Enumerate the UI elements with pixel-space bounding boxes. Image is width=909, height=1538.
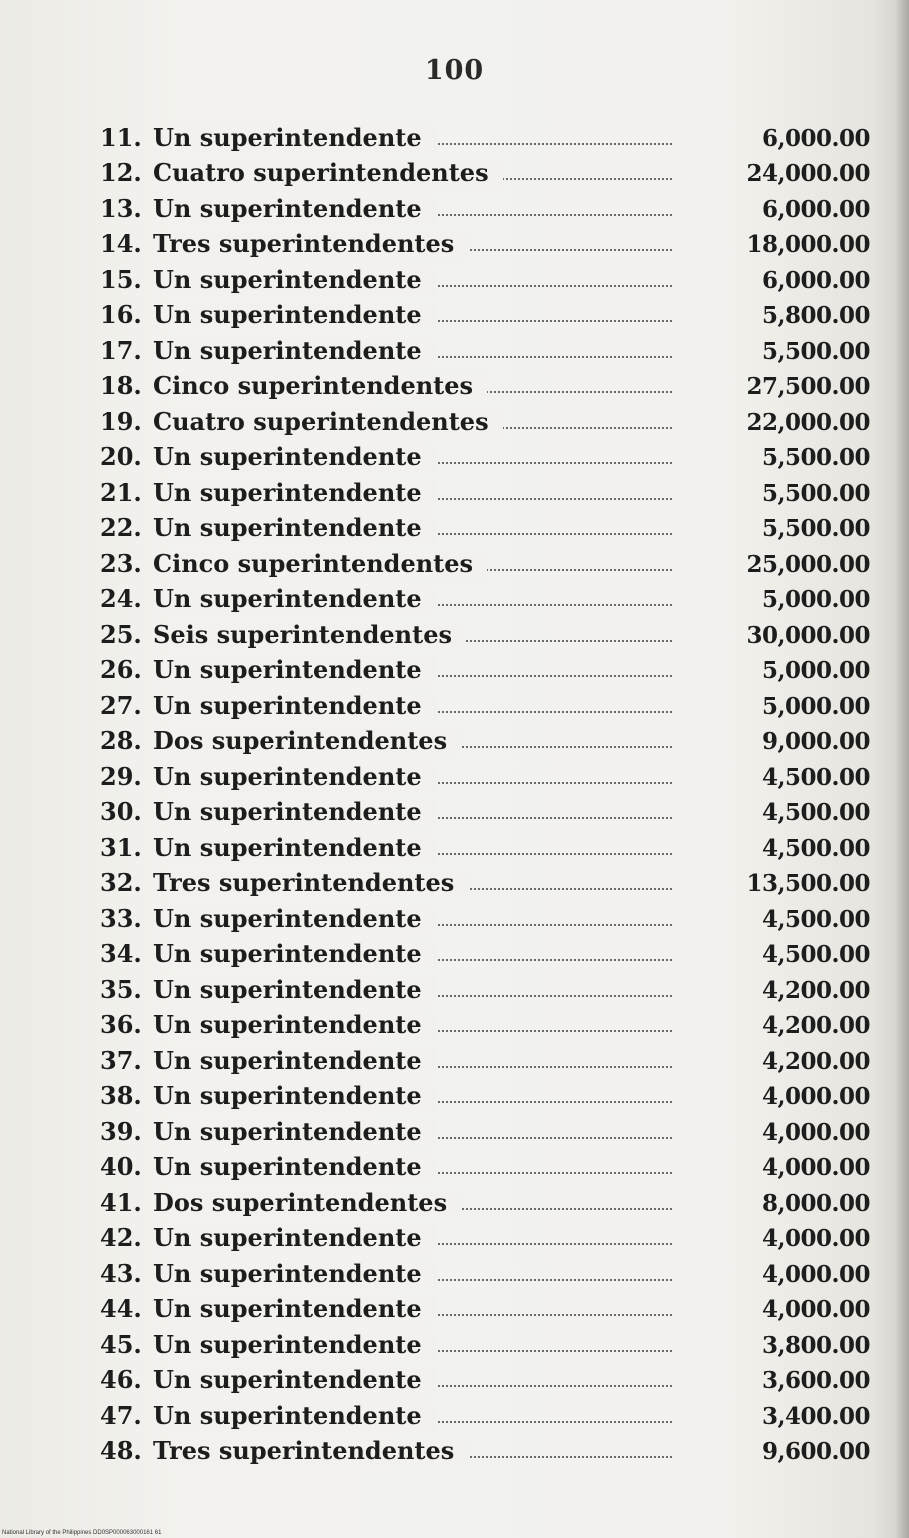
item-amount: 5,800.00 [761, 302, 870, 329]
list-item [100, 1006, 870, 1042]
list-item [100, 580, 870, 616]
item-description: Un superintendente [153, 939, 422, 968]
list-item [100, 1041, 870, 1077]
item-description: Dos superintendentes [153, 1187, 448, 1217]
item-amount: 4,000.00 [761, 1260, 870, 1288]
item-number: 30. [100, 797, 142, 826]
item-description: Un superintendente [153, 584, 422, 613]
item-amount: 4,500.00 [761, 834, 870, 862]
item-amount: 4,200.00 [761, 1012, 870, 1039]
item-number: 37. [100, 1045, 142, 1075]
item-number: 27. [100, 690, 142, 720]
appropriation-list [100, 118, 870, 1467]
item-amount: 4,000.00 [761, 1225, 870, 1252]
list-item [100, 1148, 870, 1184]
item-number: 14. [100, 229, 142, 258]
item-amount: 9,000.00 [761, 728, 870, 755]
item-number: 38. [100, 1081, 142, 1110]
item-description: Un superintendente [153, 974, 422, 1004]
item-number: 35. [100, 974, 142, 1004]
item-number: 34. [100, 939, 142, 968]
list-item [100, 757, 870, 793]
item-amount: 6,000.00 [761, 124, 870, 152]
item-amount: 4,500.00 [761, 799, 870, 826]
item-number: 32. [100, 868, 142, 897]
item-number: 45. [100, 1329, 142, 1359]
list-item [100, 1254, 870, 1290]
list-item [100, 722, 870, 758]
item-amount: 4,500.00 [761, 763, 870, 791]
list-item [100, 1112, 870, 1148]
item-number: 26. [100, 655, 142, 684]
item-description: Un superintendente [153, 1329, 422, 1359]
list-item [100, 402, 870, 438]
item-description: Un superintendente [153, 442, 422, 471]
page-number: 100 [424, 55, 485, 86]
item-description: Un superintendente [153, 300, 422, 329]
list-item [100, 1325, 870, 1361]
item-description: Un superintendente [153, 1081, 422, 1110]
item-description: Cinco superintendentes [153, 548, 474, 578]
item-description: Un superintendente [153, 690, 422, 720]
item-amount: 3,400.00 [761, 1402, 870, 1430]
item-number: 25. [100, 619, 142, 649]
list-item [100, 260, 870, 296]
list-item [100, 793, 870, 829]
list-item [100, 154, 870, 190]
item-number: 21. [100, 477, 142, 507]
item-description: Un superintendente [153, 335, 422, 365]
item-description: Un superintendente [153, 832, 422, 862]
item-number: 29. [100, 761, 142, 791]
item-number: 42. [100, 1223, 142, 1252]
item-amount: 4,000.00 [761, 1083, 870, 1110]
item-description: Un superintendente [153, 655, 422, 684]
item-number: 39. [100, 1116, 142, 1146]
list-item [100, 1183, 870, 1219]
list-item [100, 296, 870, 332]
list-item [100, 970, 870, 1006]
item-number: 31. [100, 832, 142, 862]
item-amount: 4,000.00 [761, 1154, 870, 1181]
item-amount: 5,000.00 [761, 586, 870, 613]
item-amount: 5,000.00 [761, 692, 870, 720]
item-amount: 4,200.00 [761, 976, 870, 1004]
list-item [100, 1290, 870, 1326]
list-item [100, 438, 870, 474]
item-amount: 3,800.00 [761, 1331, 870, 1359]
list-item [100, 118, 870, 154]
list-item [100, 189, 870, 225]
item-amount: 5,500.00 [761, 515, 870, 542]
item-description: Seis superintendentes [153, 619, 452, 649]
item-amount: 5,000.00 [761, 657, 870, 684]
item-description: Un superintendente [153, 1400, 422, 1430]
item-description: Un superintendente [153, 1365, 422, 1394]
item-amount: 4,200.00 [761, 1047, 870, 1075]
item-description: Cuatro superintendentes [153, 406, 489, 436]
item-description: Un superintendente [153, 513, 422, 542]
item-amount: 22,000.00 [746, 408, 870, 436]
item-description: Un superintendente [153, 1045, 422, 1075]
item-description: Tres superintendentes [153, 1436, 455, 1465]
list-item [100, 1219, 870, 1255]
item-amount: 24,000.00 [746, 160, 870, 187]
list-item [100, 864, 870, 900]
item-number: 41. [100, 1187, 142, 1217]
list-item [100, 828, 870, 864]
item-amount: 6,000.00 [761, 195, 870, 223]
list-item [100, 1432, 870, 1468]
item-description: Un superintendente [153, 477, 422, 507]
list-item [100, 544, 870, 580]
item-description: Un superintendente [153, 193, 422, 223]
item-description: Un superintendente [153, 264, 422, 294]
item-number: 33. [100, 903, 142, 933]
item-amount: 5,500.00 [761, 479, 870, 507]
list-item [100, 225, 870, 261]
item-number: 28. [100, 726, 142, 755]
item-description: Un superintendente [153, 761, 422, 791]
item-description: Dos superintendentes [153, 726, 448, 755]
item-number: 44. [100, 1294, 142, 1323]
item-amount: 18,000.00 [746, 231, 870, 258]
item-description: Un superintendente [153, 797, 422, 826]
item-description: Un superintendente [153, 1294, 422, 1323]
item-number: 13. [100, 193, 142, 223]
item-number: 20. [100, 442, 142, 471]
list-item [100, 615, 870, 651]
list-item [100, 899, 870, 935]
item-description: Un superintendente [153, 122, 422, 152]
item-number: 48. [100, 1436, 142, 1465]
item-amount: 4,500.00 [761, 941, 870, 968]
list-item [100, 509, 870, 545]
item-number: 12. [100, 158, 142, 187]
item-number: 23. [100, 548, 142, 578]
item-amount: 25,000.00 [746, 550, 870, 578]
item-amount: 27,500.00 [746, 373, 870, 400]
item-amount: 4,500.00 [761, 905, 870, 933]
archive-footer: National Library of the Philippines DD0SP000063000161 61 [2, 1530, 162, 1536]
item-number: 15. [100, 264, 142, 294]
page-edge-shadow [895, 0, 909, 1538]
item-number: 19. [100, 406, 142, 436]
list-item [100, 935, 870, 971]
list-item [100, 367, 870, 403]
item-number: 17. [100, 335, 142, 365]
list-item [100, 651, 870, 687]
item-number: 24. [100, 584, 142, 613]
item-description: Tres superintendentes [153, 229, 455, 258]
item-description: Cinco superintendentes [153, 371, 474, 400]
list-item [100, 686, 870, 722]
item-amount: 5,500.00 [761, 337, 870, 365]
item-number: 11. [100, 122, 142, 152]
item-number: 18. [100, 371, 142, 400]
item-number: 22. [100, 513, 142, 542]
item-number: 40. [100, 1152, 142, 1181]
item-description: Un superintendente [153, 1223, 422, 1252]
item-description: Un superintendente [153, 903, 422, 933]
item-amount: 9,600.00 [761, 1438, 870, 1465]
item-description: Un superintendente [153, 1010, 422, 1039]
item-amount: 30,000.00 [746, 621, 870, 649]
item-amount: 6,000.00 [761, 266, 870, 294]
item-number: 46. [100, 1365, 142, 1394]
list-item [100, 473, 870, 509]
item-number: 43. [100, 1258, 142, 1288]
item-amount: 4,000.00 [761, 1296, 870, 1323]
item-description: Un superintendente [153, 1152, 422, 1181]
list-item [100, 1396, 870, 1432]
item-description: Un superintendente [153, 1258, 422, 1288]
item-description: Un superintendente [153, 1116, 422, 1146]
list-item [100, 1361, 870, 1397]
item-amount: 4,000.00 [761, 1118, 870, 1146]
item-description: Tres superintendentes [153, 868, 455, 897]
item-number: 36. [100, 1010, 142, 1039]
list-item [100, 331, 870, 367]
item-amount: 5,500.00 [761, 444, 870, 471]
item-amount: 8,000.00 [761, 1189, 870, 1217]
list-item [100, 1077, 870, 1113]
item-number: 16. [100, 300, 142, 329]
item-amount: 3,600.00 [761, 1367, 870, 1394]
item-number: 47. [100, 1400, 142, 1430]
item-description: Cuatro superintendentes [153, 158, 489, 187]
item-amount: 13,500.00 [746, 870, 870, 897]
